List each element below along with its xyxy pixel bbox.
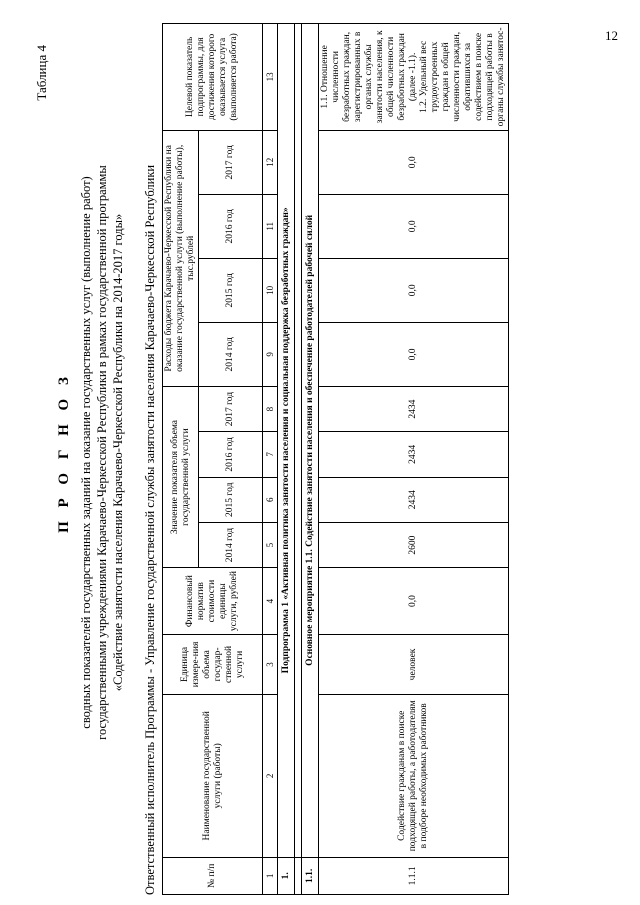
row-num: 1.1.1 — [319, 857, 509, 894]
forecast-table — [162, 23, 509, 895]
subprogram-num: 1. — [278, 857, 295, 894]
activity-num: 1.1. — [302, 857, 319, 894]
row-norm: 0,0 — [319, 568, 509, 635]
column-number: 13 — [263, 24, 278, 131]
activity-row — [302, 24, 319, 895]
row-volume-2014: 2600 — [319, 522, 509, 567]
header-year: 2015 год — [199, 258, 263, 322]
responsible-executor: Ответственный исполнитель Программы - Управление государственной службы занятости населения Карачаево-Черкесской Республики — [143, 164, 157, 895]
header-year: 2014 год — [199, 522, 263, 567]
column-number: 9 — [263, 322, 278, 386]
subtitle-line: сводных показателей государственных заданий на оказание государственных услуг (выполнение работ) — [79, 176, 93, 729]
row-unit: человек — [319, 634, 509, 694]
page-number: 12 — [605, 28, 618, 43]
header-year: 2017 год — [199, 386, 263, 431]
table-row — [319, 24, 509, 895]
header-norm: Финансовый норматив стоимости единицы услуги, рублей — [163, 568, 263, 635]
column-number: 7 — [263, 432, 278, 477]
subprogram-row — [278, 24, 295, 895]
header-row — [163, 24, 199, 895]
row-budget-2016: 0,0 — [319, 194, 509, 258]
row-budget-2017: 0,0 — [319, 130, 509, 194]
column-number: 10 — [263, 258, 278, 322]
header-num: № п/п — [163, 857, 263, 894]
subprogram-title: Подпрограмма 1 «Активная политика занятости населения и социальная поддержка безработных граждан» — [278, 24, 295, 858]
header-volume-group: Значение показателя объема государственной услуги — [163, 386, 199, 567]
activity-title: Основное мероприятие 1.1. Содействие занятости населения и обеспечение работодателей рабочей силой — [302, 24, 319, 858]
column-number: 5 — [263, 522, 278, 567]
header-year: 2016 год — [199, 432, 263, 477]
row-volume-2017: 2434 — [319, 386, 509, 431]
column-number: 8 — [263, 386, 278, 431]
row-budget-2014: 0,0 — [319, 322, 509, 386]
row-volume-2016: 2434 — [319, 432, 509, 477]
subtitle-line: государственными учреждениями Карачаево-Черкесской Республики в рамках государственной программы — [95, 165, 109, 740]
column-number: 1 — [263, 857, 278, 894]
column-number: 2 — [263, 694, 278, 857]
row-budget-2015: 0,0 — [319, 258, 509, 322]
column-number: 6 — [263, 477, 278, 522]
spacer-row — [295, 24, 302, 895]
column-number: 3 — [263, 634, 278, 694]
header-budget-group: Расходы бюджета Карачаево-Черкесской Республики на оказание государственной услуги (выполнение работы), тыс.рублей — [163, 130, 199, 386]
row-target: 1.1. Отношение численности безработных граждан, зарегистрированных в органах службы занятости населения, к общей численности безработных граждан (далее -1.1). 1.2. Удельный вес трудоустроенных граждан в общей численности граждан, обратившихся за содействием в поиске подходящей работы в органы службы занятос- — [319, 24, 509, 131]
document-subtitle — [78, 50, 126, 855]
column-number: 11 — [263, 194, 278, 258]
document-title: П Р О Г Н О З — [56, 372, 72, 533]
header-year: 2015 год — [199, 477, 263, 522]
table-number: Таблица 4 — [34, 45, 49, 101]
column-number: 12 — [263, 130, 278, 194]
header-unit: Единица измере-ния объема государ-ственной услуги — [163, 634, 263, 694]
header-year: 2016 год — [199, 194, 263, 258]
column-number-row — [263, 24, 278, 895]
column-number: 4 — [263, 568, 278, 635]
row-volume-2015: 2434 — [319, 477, 509, 522]
header-year: 2017 год — [199, 130, 263, 194]
subtitle-line: «Содействие занятости населения Карачаево-Черкесской Республики на 2014-2017 годы» — [111, 213, 125, 692]
row-service-name: Содействие гражданам в поиске подходящей работы, а работодателям в подборе необходимых работников — [319, 694, 509, 857]
header-target: Целевой показатель подпрограммы, для достижения которого оказывается услуга (выполняется работа) — [163, 24, 263, 131]
header-year: 2014 год — [199, 322, 263, 386]
header-service-name: Наименование государственной услуги (работы) — [163, 694, 263, 857]
